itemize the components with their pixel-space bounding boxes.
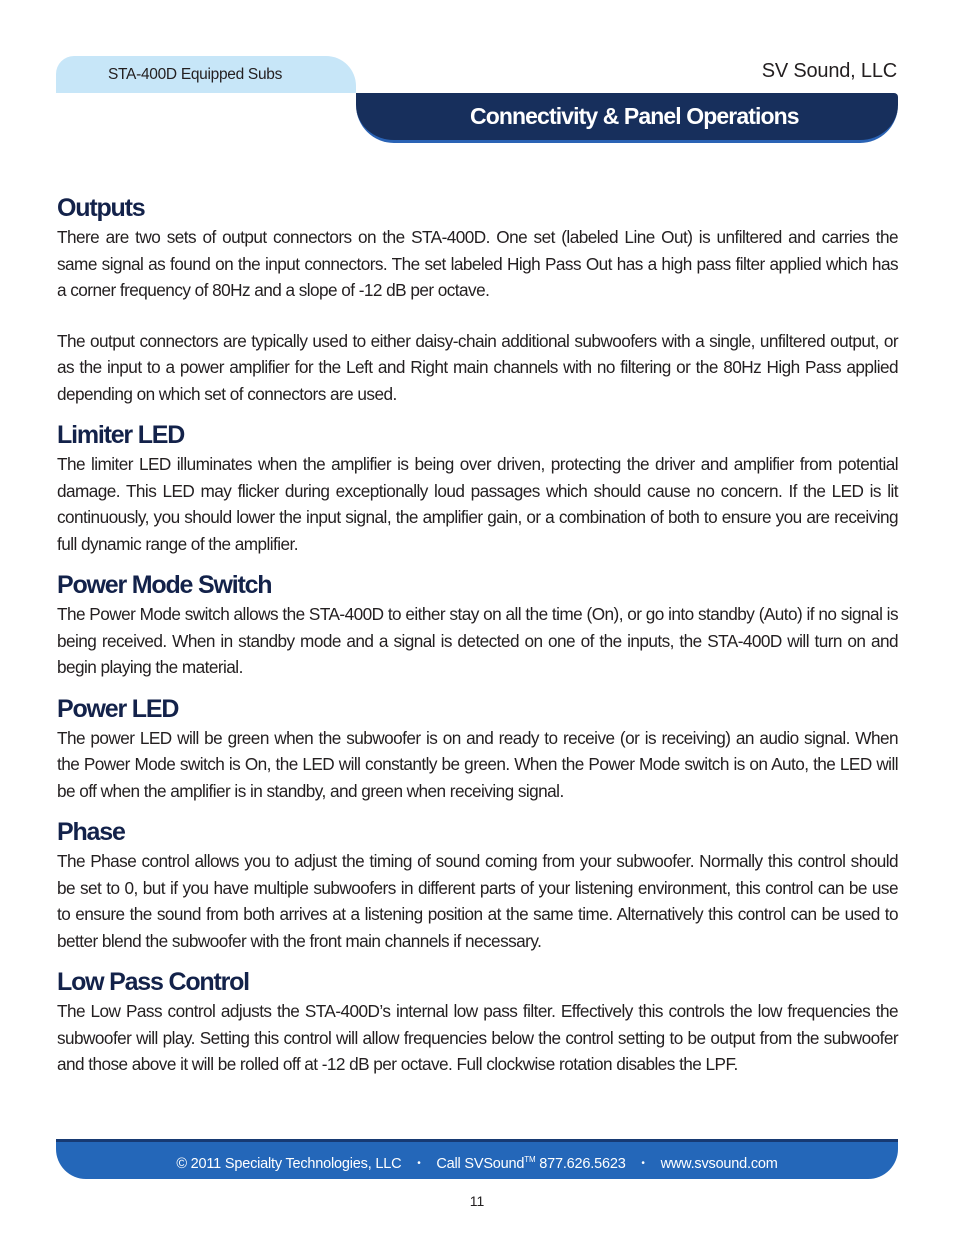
footer-call-label: Call SVSound bbox=[436, 1155, 525, 1172]
section-paragraph: The output connectors are typically used to either daisy-chain additional subwoofers with a single, unfiltered output, or as the input to a power amplifier for the Left and Right main channels with no filtering or the 80Hz High Pass applied depending on which set of connectors are used. bbox=[57, 330, 898, 404]
section-title: Connectivity & Panel Operations bbox=[470, 103, 799, 129]
main-content bbox=[57, 193, 898, 1091]
section-paragraph: The Power Mode switch allows the STA-400D to either stay on all the time (On), or go into standby (Auto) if no signal is being received. When in standby mode and a signal is detected on one of the inputs, the STA-400D will turn on and begin playing the material. bbox=[57, 604, 898, 677]
trademark-mark: TM bbox=[524, 1155, 536, 1164]
document-tab-label: STA-400D Equipped Subs bbox=[108, 66, 283, 83]
footer-separator: • bbox=[417, 1158, 421, 1169]
footer-copyright: © 2011 Specialty Technologies, LLC bbox=[176, 1155, 402, 1172]
section-heading: Power LED bbox=[57, 694, 179, 723]
section-paragraph: The Phase control allows you to adjust the timing of sound coming from your subwoofer. Normally this control should be set to 0, but if you have multiple subwoofers in different parts of your listening environment, this control can be use to ensure the sound from both arrives at a listening position at the same time. Alternatively this control can be used to better blend the subwoofer with the front main channels if necessary. bbox=[57, 851, 898, 951]
section-power-led bbox=[57, 694, 898, 805]
section-heading: Low Pass Control bbox=[57, 968, 249, 996]
section-limiter-led bbox=[57, 420, 898, 557]
page-number: 11 bbox=[469, 1193, 485, 1209]
footer-bar bbox=[56, 1139, 898, 1179]
section-low-pass-control bbox=[57, 967, 898, 1078]
section-heading: Phase bbox=[57, 818, 125, 846]
footer-separator: • bbox=[641, 1158, 645, 1169]
company-name: SV Sound, LLC bbox=[761, 60, 897, 82]
footer-phone: 877.626.5623 bbox=[539, 1155, 626, 1172]
document-tab bbox=[56, 56, 356, 93]
section-power-mode-switch bbox=[57, 570, 898, 681]
section-outputs bbox=[57, 193, 898, 407]
section-paragraph: There are two sets of output connectors on the STA-400D. One set (labeled Line Out) is unfiltered and carries the same signal as found on the input connectors. The set labeled High Pass Out has a high pass filter applied which has a corner frequency of 80Hz and a slope of -12 dB per octave. bbox=[57, 227, 898, 300]
section-paragraph: The power LED will be green when the subwoofer is on and ready to receive (or is receiving) an audio signal. When the Power Mode switch is On, the LED will constantly be green. When the Power Mode switch is on Auto, the LED will be off when the amplifier is in standby, and green when receiving signal. bbox=[57, 727, 898, 801]
section-heading: Power Mode Switch bbox=[57, 571, 272, 599]
section-header-bar bbox=[356, 93, 898, 143]
footer-website-link[interactable]: www.svsound.com bbox=[660, 1155, 778, 1172]
section-paragraph: The Low Pass control adjusts the STA-400D’s internal low pass filter. Effectively this controls the low frequencies the subwoofer will play. Setting this control will allow frequencies below the control setting to be output from the subwoofer and those above it will be rolled off at -12 dB per octave. Full clockwise rotation disables the LPF. bbox=[57, 1001, 898, 1074]
section-heading: Limiter LED bbox=[57, 421, 185, 449]
section-heading: Outputs bbox=[57, 194, 145, 222]
section-phase bbox=[57, 817, 898, 954]
section-paragraph: The limiter LED illuminates when the amplifier is being over driven, protecting the driver and amplifier from potential damage. This LED may flicker during exceptionally loud passages which should cause no concern. If the LED is lit continuously, you should lower the input signal, the amplifier gain, or a combination of both to ensure you are receiving full dynamic range of the amplifier. bbox=[57, 454, 898, 554]
